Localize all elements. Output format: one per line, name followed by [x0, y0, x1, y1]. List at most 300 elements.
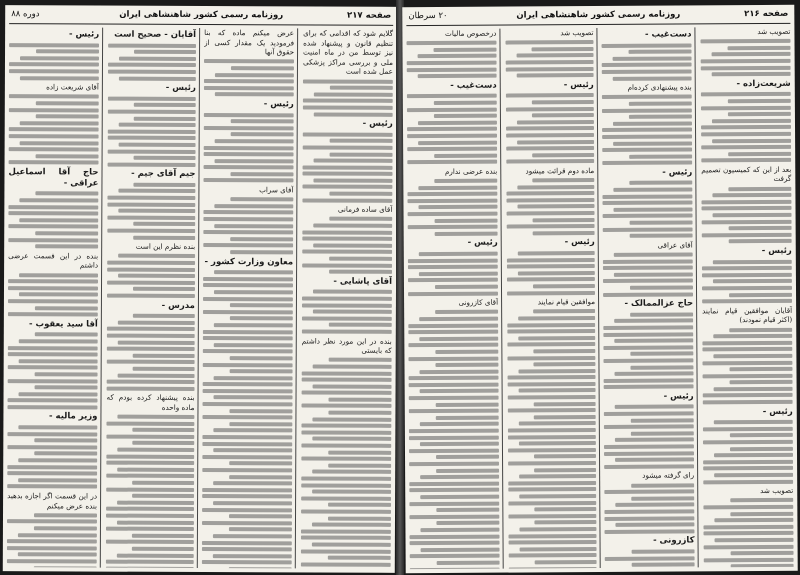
text-line [19, 218, 98, 222]
text-line [533, 178, 595, 182]
text-line [133, 441, 195, 445]
text-line [328, 450, 391, 454]
text-line [605, 556, 695, 561]
text-line [106, 527, 194, 531]
text-line [409, 382, 499, 387]
text-line [615, 503, 694, 507]
text-line [202, 435, 292, 439]
text-line [729, 226, 792, 230]
text-line [118, 209, 195, 213]
text-line [106, 434, 194, 438]
text-line [107, 261, 195, 265]
text-line [202, 508, 292, 512]
text-line [420, 528, 499, 532]
column-1 [700, 27, 793, 568]
text-line [409, 435, 499, 440]
text-line [532, 100, 594, 104]
text-line [313, 310, 392, 314]
text-line [117, 448, 194, 452]
text-line [9, 95, 99, 99]
text-line [203, 336, 293, 340]
text-line [701, 132, 791, 137]
speaker-heading: آقایان - صحیح است [114, 29, 197, 40]
text-line [7, 546, 97, 550]
text-line [603, 259, 693, 264]
text-line [714, 473, 793, 477]
text-line [508, 514, 596, 519]
text-line [409, 462, 499, 467]
column-2 [601, 27, 694, 568]
paragraph: آقای ساده فرمانی [337, 204, 393, 215]
text-line [632, 563, 695, 567]
text-line [106, 514, 194, 518]
text-line [406, 41, 496, 46]
text-line [518, 388, 595, 392]
text-line [106, 540, 194, 544]
text-line [631, 496, 694, 500]
text-line [117, 467, 194, 471]
text-line [407, 94, 497, 99]
text-line [420, 422, 499, 426]
text-line [409, 481, 499, 486]
text-line [631, 418, 694, 422]
text-line [214, 323, 293, 327]
text-line [301, 443, 391, 447]
text-line [106, 487, 194, 491]
text-line [728, 112, 791, 116]
text-line [302, 185, 392, 189]
text-line [118, 143, 195, 147]
text-line [519, 527, 596, 531]
text-line [229, 422, 292, 426]
text-line [507, 258, 595, 263]
text-line [730, 498, 793, 502]
text-line [729, 292, 792, 296]
text-line [118, 123, 195, 127]
text-line [35, 192, 98, 196]
paragraph: در این قسمت اگر اجازه بدهید بنده عرض میکنم [7, 491, 98, 511]
text-line [35, 385, 98, 389]
text-line [533, 153, 595, 157]
text-line [213, 396, 292, 400]
text-line [119, 56, 196, 60]
text-line [302, 198, 392, 202]
speaker-heading: وزیر مالیه - [49, 411, 98, 423]
text-line [507, 291, 595, 296]
text-line [107, 202, 195, 206]
text-line [508, 428, 596, 433]
text-line [508, 382, 596, 387]
text-line [604, 411, 694, 416]
speaker-heading: رئیس - [662, 167, 693, 178]
text-line [230, 369, 293, 373]
left-page [3, 5, 397, 573]
text-line [303, 79, 393, 83]
text-line [301, 562, 391, 566]
text-line [409, 448, 499, 453]
issue-label: ۲۰ سرطان [408, 10, 448, 22]
paragraph: آقای عراقی [657, 240, 693, 250]
text-line [728, 46, 791, 50]
text-line [134, 50, 196, 54]
text-line [703, 427, 793, 432]
text-line [420, 442, 499, 446]
text-line [7, 465, 97, 469]
text-line [711, 52, 790, 56]
text-line [329, 270, 392, 274]
text-line [328, 516, 391, 520]
text-line [436, 455, 499, 459]
text-line [420, 547, 499, 551]
speaker-heading: دست‌غیب - [450, 80, 497, 91]
text-line [702, 299, 792, 304]
column-2 [202, 28, 294, 568]
text-line [518, 316, 595, 320]
text-line [35, 306, 98, 310]
text-line [408, 278, 498, 283]
paragraph: بنده پیشنهاد کرده بودم که ماده واحده [106, 392, 195, 412]
text-line [506, 67, 594, 72]
text-line [301, 483, 391, 487]
text-line [213, 501, 292, 505]
text-line [202, 455, 292, 459]
text-line [509, 567, 597, 569]
text-line [203, 283, 293, 287]
text-line [7, 471, 97, 475]
text-line [302, 250, 392, 254]
text-line [214, 290, 293, 294]
text-line [229, 409, 292, 413]
text-line [532, 113, 594, 117]
text-line [630, 220, 693, 224]
speaker-heading: رئیس - [564, 237, 595, 248]
text-line [202, 560, 292, 564]
text-line [702, 286, 792, 291]
text-line [604, 464, 694, 469]
text-line [700, 39, 790, 44]
text-line [407, 61, 497, 66]
text-line [604, 509, 694, 514]
speaker-heading: رئیس - [563, 79, 594, 90]
column-3 [106, 28, 196, 568]
text-line [506, 146, 594, 151]
text-line [604, 378, 694, 383]
text-line [506, 198, 594, 203]
text-line [409, 376, 499, 381]
text-line [7, 539, 97, 543]
text-line [407, 147, 497, 152]
text-line [302, 303, 392, 307]
text-line [703, 460, 793, 465]
text-line [506, 126, 594, 131]
text-line [107, 215, 195, 219]
text-line [330, 86, 393, 90]
text-line [535, 560, 597, 564]
text-line [409, 429, 499, 434]
text-line [8, 398, 98, 402]
text-line [407, 198, 497, 203]
text-line [408, 258, 498, 263]
speaker-heading: معاون وزارت کشور - [204, 256, 294, 267]
text-line [302, 296, 392, 300]
text-line [730, 380, 793, 384]
text-line [133, 353, 195, 357]
text-line [613, 141, 692, 145]
paragraph: بنده عرضی ندارم [444, 166, 498, 176]
text-line [730, 511, 793, 515]
text-line [8, 352, 98, 356]
text-line [134, 183, 196, 187]
text-line [418, 205, 497, 209]
text-line [518, 441, 595, 445]
text-line [215, 92, 294, 96]
text-line [712, 119, 791, 123]
text-line [118, 274, 195, 278]
text-line [329, 257, 392, 261]
text-line [519, 474, 596, 478]
text-line [8, 346, 98, 350]
text-line [35, 333, 98, 337]
text-line [202, 488, 292, 492]
text-line [213, 554, 292, 558]
text-line [507, 224, 595, 229]
text-line [20, 56, 99, 60]
text-line [535, 520, 597, 524]
text-line [108, 129, 196, 133]
text-line [505, 40, 593, 45]
text-line [203, 330, 293, 334]
text-line [204, 59, 294, 63]
text-line [7, 445, 97, 449]
text-line [508, 501, 596, 506]
text-line [603, 345, 693, 350]
text-line [302, 371, 392, 375]
text-line [409, 534, 499, 539]
text-line [703, 505, 793, 510]
text-line [36, 114, 99, 118]
text-line [202, 442, 292, 446]
speaker-heading: دست‌غیب - [644, 29, 692, 40]
text-line [408, 265, 498, 270]
text-line [614, 272, 693, 276]
text-line [506, 133, 594, 138]
text-line [420, 495, 499, 499]
text-line [702, 233, 792, 238]
text-line [328, 463, 391, 467]
text-line [436, 402, 499, 406]
paragraph: رای گرفته میشود [642, 470, 695, 481]
text-line [604, 516, 694, 521]
text-line [407, 107, 497, 112]
text-line [713, 259, 792, 263]
text-line [203, 178, 293, 182]
text-line [418, 120, 497, 124]
text-line [106, 507, 194, 511]
text-line [419, 252, 498, 256]
text-line [602, 148, 692, 153]
speaker-heading: آقا سید یعقوب - [29, 319, 98, 330]
text-line [702, 341, 792, 346]
text-line [229, 514, 292, 518]
text-line [506, 191, 594, 196]
text-line [702, 219, 792, 224]
text-line [133, 367, 195, 371]
text-line [417, 74, 496, 78]
text-line [108, 162, 196, 166]
text-line [203, 389, 293, 393]
text-line [229, 527, 292, 531]
text-line [703, 531, 793, 536]
text-line [506, 107, 594, 112]
text-line [602, 128, 692, 133]
text-line [602, 69, 692, 74]
text-line [418, 140, 497, 144]
text-line [518, 336, 595, 340]
text-line [614, 252, 693, 256]
text-line [409, 501, 499, 506]
text-line [436, 521, 499, 525]
text-line [214, 270, 293, 274]
text-line [435, 350, 498, 354]
text-line [409, 488, 499, 493]
text-line [731, 564, 794, 567]
text-line [302, 329, 392, 333]
speaker-heading: رئیس - [762, 406, 793, 417]
text-line [134, 156, 196, 160]
text-line [435, 218, 498, 222]
text-line [301, 430, 391, 434]
text-line [629, 50, 692, 54]
text-line [117, 415, 194, 419]
text-line [714, 453, 793, 457]
text-line [629, 115, 692, 119]
text-line [713, 354, 792, 358]
text-line [602, 134, 692, 139]
text-line [408, 343, 498, 348]
text-line [602, 95, 692, 100]
text-line [107, 380, 195, 384]
speaker-heading: رئیس - [69, 29, 100, 40]
text-line [19, 339, 98, 343]
text-line [117, 500, 194, 504]
text-line [108, 136, 196, 140]
text-line [712, 138, 791, 142]
text-line [713, 387, 792, 391]
text-line [312, 490, 391, 494]
text-line [614, 319, 693, 323]
text-line [8, 205, 98, 209]
text-line [508, 534, 596, 539]
text-line [118, 254, 195, 258]
right-page [402, 5, 797, 573]
text-line [202, 415, 292, 419]
text-line [301, 496, 391, 500]
text-line [728, 186, 791, 190]
text-line [329, 192, 392, 196]
text-line [712, 193, 791, 197]
text-line [204, 126, 294, 130]
text-line [437, 561, 500, 565]
text-line [703, 374, 793, 379]
text-line [107, 347, 195, 351]
text-line [8, 211, 98, 215]
text-line [214, 204, 293, 208]
text-line [508, 375, 596, 380]
text-line [702, 360, 792, 365]
text-line [302, 237, 392, 241]
text-line [728, 152, 791, 156]
text-line [312, 384, 391, 388]
text-line [231, 119, 294, 123]
text-line [613, 187, 692, 191]
text-line [314, 92, 393, 96]
text-line [303, 165, 393, 169]
text-line [9, 160, 99, 164]
speaker-heading: حاج آقا اسماعیل عراقی - [8, 167, 99, 189]
text-line [436, 415, 499, 419]
text-line [704, 544, 794, 549]
text-line [602, 43, 692, 48]
text-line [613, 121, 692, 125]
text-line [714, 518, 793, 522]
text-line [18, 392, 97, 396]
text-line [18, 553, 97, 557]
text-line [230, 237, 293, 241]
text-line [230, 197, 293, 201]
text-line [730, 446, 793, 450]
paragraph: بعد از این که کمیسیون تصمیم گرفت [701, 164, 792, 184]
text-line [507, 356, 595, 361]
text-line [18, 458, 97, 462]
text-line [517, 251, 594, 255]
paragraph: عرض میکنم ماده که بنا فرمودید یک مقدار کسی از حقوق آنها [204, 28, 295, 57]
text-line [615, 438, 694, 442]
paragraph: موافقین قیام نمایند [537, 297, 596, 307]
column-rule [295, 28, 298, 568]
text-line [518, 421, 595, 425]
text-line [701, 92, 791, 97]
text-line [213, 481, 292, 485]
text-line [408, 212, 498, 217]
text-line [106, 566, 194, 568]
text-line [435, 310, 498, 314]
text-line [107, 360, 195, 364]
text-line [202, 541, 292, 545]
text-line [329, 358, 392, 362]
speaker-heading: رئیس - [165, 83, 196, 94]
text-line [603, 279, 693, 284]
text-line [508, 435, 596, 440]
text-line [231, 66, 294, 70]
text-line [8, 365, 98, 369]
text-line [230, 316, 293, 320]
text-line [714, 538, 793, 542]
text-line [106, 474, 194, 478]
text-line [312, 542, 391, 546]
text-line [519, 494, 596, 498]
text-line [602, 108, 692, 113]
text-line [507, 329, 595, 334]
text-line [731, 551, 794, 555]
text-line [203, 230, 293, 234]
text-line [703, 525, 793, 530]
text-line [302, 391, 392, 395]
speaker-heading: رئیس - [761, 245, 792, 257]
text-line [329, 397, 392, 401]
text-line [519, 547, 596, 551]
text-line [312, 470, 391, 474]
text-line [203, 297, 293, 301]
